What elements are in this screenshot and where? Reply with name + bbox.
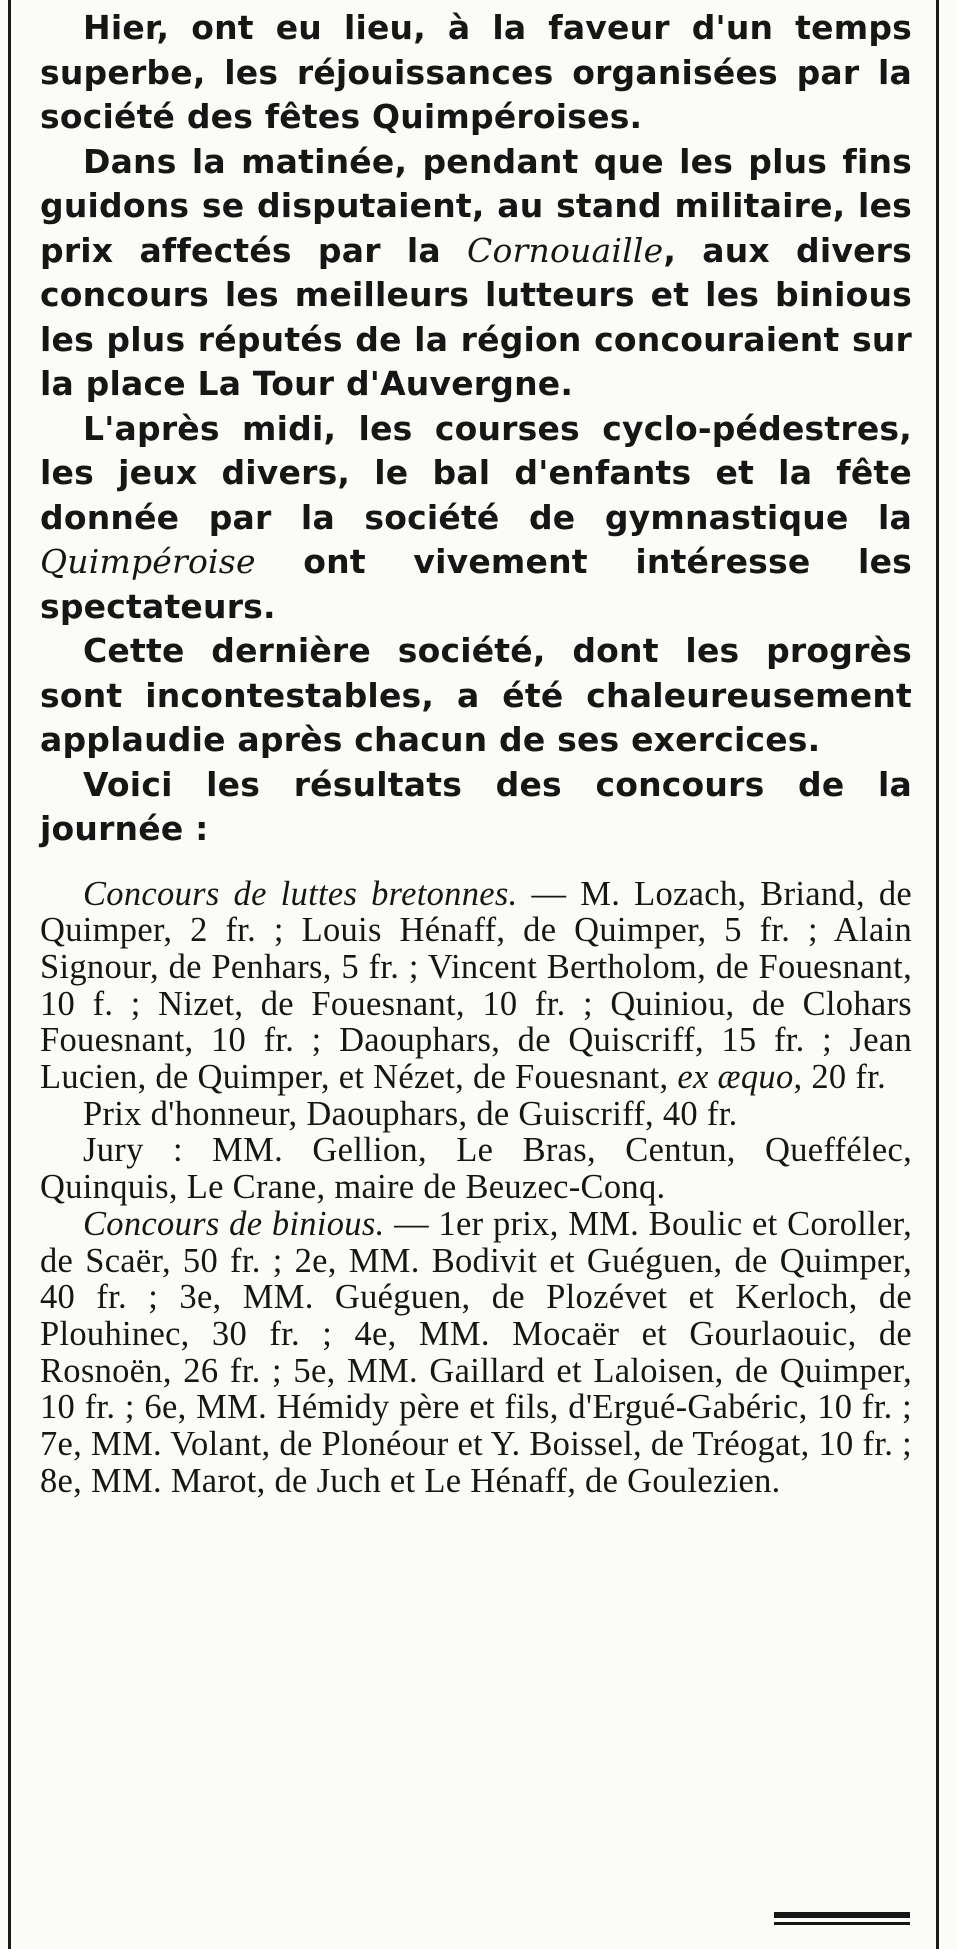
paragraph-morning — [40, 140, 912, 407]
paragraph-afternoon-text-a: L'après midi, les courses cyclo-pédestres, les jeux divers, le bal d'enfants et la fête donnée par la société de gymnastique la — [40, 408, 912, 537]
ex-aequo-label: ex æquo — [677, 1058, 794, 1097]
article-column — [40, 6, 912, 1499]
results-prize-of-honour: Prix d'honneur, Daouphars, de Guiscriff, 40 fr. — [83, 1094, 738, 1133]
column-rule-right — [936, 0, 939, 1949]
wrestling-results-end: , 20 fr. — [793, 1058, 887, 1097]
results-jury: Jury : MM. Gellion, Le Bras, Centun, Quefféleс, Quinquis, Le Crane, maire de Beuzec-Conq. — [40, 1131, 912, 1207]
paragraph-morning-text-a: Dans la matinée, pendant que les plus fins guidons se disputaient, au stand militaire, les prix affectés par la — [40, 141, 912, 270]
column-rule-left — [8, 0, 11, 1949]
wrestling-results: — M. Lozach, Briand, de Quimper, 2 fr. ; Louis Hénaff, de Quimper, 5 fr. ; Alain Signour, de Penhars, 5 fr. ; Vincent Bertholom, de Fouesnant, 10 f. ; Nizet, de Fouesnant, 10 fr. ; Quiniou, de Clohars Fouesnant, 10 fr. ; Daouphars, de Quiscriff, 15 fr. ; Jean Lucien, de Quimper, et Nézet, de Fouesnant, — [40, 874, 912, 1097]
paragraph-gymnastics: Cette dernière société, dont les progrès sont incontestables, a été chaleureusement applaudie après chacun de ses exercices. — [40, 631, 912, 759]
results-section — [40, 876, 912, 1500]
binious-results: — 1er prix, MM. Boulic et Coroller, de Scaër, 50 fr. ; 2e, MM. Bodivit et Guéguen, de Quimper, 40 fr. ; 3e, MM. Guéguen, de Plozévet et Kerloch, de Plouhinec, 30 fr. ; 4e, MM. Mocaër et Gourlaouic, de Rosnoën, 26 fr. ; 5e, MM. Gaillard et Laloisen, de Quimper, 10 fr. ; 6e, MM. Hémidy père et fils, d'Ergué-Gabéric, 10 fr. ; 7e, MM. Volant, de Plonéour et Y. Boissel, de Tréogat, 10 fr. ; 8e, MM. Marot, de Juch et Le Hénaff, de Goulezien. — [40, 1204, 912, 1500]
newspaper-name: Cornouaille — [467, 230, 664, 270]
paragraph-intro: Hier, ont eu lieu, à la faveur d'un temps superbe, les réjouissances organisées par la société des fêtes Quimpéroises. — [40, 8, 912, 136]
end-of-article-rule — [774, 1912, 910, 1930]
paragraph-results-intro: Voici les résultats des concours de la journée : — [40, 764, 912, 848]
paragraph-afternoon — [40, 407, 912, 630]
paragraph-morning-text-b: , aux divers concours les meilleurs lutteurs et les binious les plus réputés de la région concouraient sur la place La Tour d'Auvergne. — [40, 230, 912, 403]
paragraph-afternoon-text-b: ont vivement intéresse les spectateurs. — [40, 542, 912, 626]
results-binious — [40, 1206, 912, 1500]
article-body — [40, 6, 912, 852]
wrestling-heading: Concours de luttes bretonnes. — [83, 874, 518, 913]
society-name: Quimpéroise — [40, 542, 256, 581]
end-rule-thin-line — [774, 1922, 910, 1925]
results-wrestling — [40, 876, 912, 1096]
binious-heading: Concours de binious. — [83, 1204, 385, 1243]
end-rule-thick-line — [774, 1912, 910, 1918]
